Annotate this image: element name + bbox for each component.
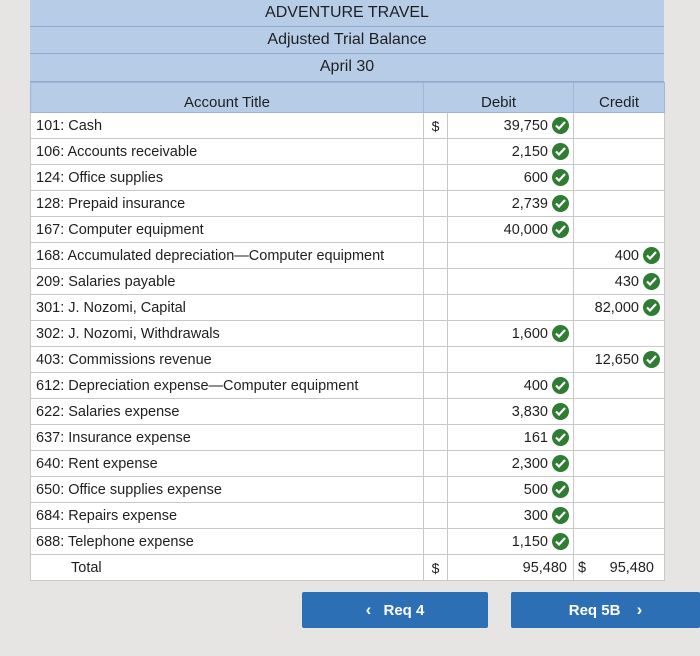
check-icon	[552, 481, 569, 498]
debit-value: 161	[523, 429, 548, 446]
column-header-row	[31, 83, 665, 113]
credit-input[interactable]	[574, 529, 665, 555]
header-date-row	[30, 54, 664, 82]
debit-input[interactable]	[448, 399, 574, 425]
debit-input[interactable]	[448, 347, 574, 373]
account-row	[31, 191, 665, 217]
check-icon	[552, 455, 569, 472]
account-title-input[interactable]: 106: Accounts receivable	[31, 139, 424, 165]
debit-value: 2,739	[511, 195, 548, 212]
debit-currency	[424, 217, 448, 243]
account-row	[31, 139, 665, 165]
prev-button-label: Req 4	[383, 602, 425, 619]
debit-input[interactable]	[448, 477, 574, 503]
account-row	[31, 243, 665, 269]
account-title-input[interactable]: 124: Office supplies	[31, 165, 424, 191]
account-row	[31, 451, 665, 477]
company-name: ADVENTURE TRAVEL	[265, 4, 429, 21]
check-icon	[552, 507, 569, 524]
debit-value: 39,750	[503, 117, 548, 134]
prev-req-4-button[interactable]	[302, 592, 488, 628]
credit-value: 82,000	[594, 299, 639, 316]
account-title-input[interactable]: 302: J. Nozomi, Withdrawals	[31, 321, 424, 347]
debit-currency	[424, 399, 448, 425]
column-header-account-title: Account Title	[31, 83, 424, 113]
account-row	[31, 295, 665, 321]
debit-value: 600	[523, 169, 548, 186]
credit-value: 430	[614, 273, 639, 290]
check-icon	[552, 403, 569, 420]
account-title-input[interactable]: 168: Accumulated depreciation—Computer equipment	[31, 243, 424, 269]
debit-currency	[424, 139, 448, 165]
account-row	[31, 269, 665, 295]
header-title-row	[30, 27, 664, 54]
check-icon	[552, 533, 569, 550]
trial-balance-table	[30, 82, 665, 581]
debit-currency	[424, 321, 448, 347]
account-row	[31, 529, 665, 555]
credit-value: 12,650	[594, 351, 639, 368]
credit-input[interactable]	[574, 113, 665, 139]
debit-value: 2,300	[511, 455, 548, 472]
debit-currency	[424, 425, 448, 451]
check-icon	[552, 325, 569, 342]
debit-value: 2,150	[511, 143, 548, 160]
check-icon	[643, 273, 660, 290]
debit-currency	[424, 503, 448, 529]
chevron-left-icon: ‹	[365, 600, 372, 619]
debit-input[interactable]	[448, 165, 574, 191]
next-req-5b-button[interactable]	[511, 592, 700, 628]
credit-input[interactable]	[574, 269, 665, 295]
account-title-input[interactable]: 688: Telephone expense	[31, 529, 424, 555]
account-title-input[interactable]: 622: Salaries expense	[31, 399, 424, 425]
check-icon	[643, 247, 660, 264]
debit-value: 40,000	[503, 221, 548, 238]
credit-input[interactable]	[574, 165, 665, 191]
debit-value: 1,600	[511, 325, 548, 342]
debit-input[interactable]	[448, 451, 574, 477]
debit-currency	[424, 243, 448, 269]
credit-input[interactable]	[574, 347, 665, 373]
debit-value: 3,830	[511, 403, 548, 420]
credit-input[interactable]	[574, 451, 665, 477]
total-credit-currency: $	[578, 559, 587, 576]
header-company-row	[30, 0, 664, 27]
credit-input[interactable]	[574, 503, 665, 529]
credit-input[interactable]	[574, 243, 665, 269]
check-icon	[552, 117, 569, 134]
debit-input[interactable]	[448, 295, 574, 321]
debit-input[interactable]	[448, 529, 574, 555]
account-title-input[interactable]: 637: Insurance expense	[31, 425, 424, 451]
account-title-input[interactable]: 684: Repairs expense	[31, 503, 424, 529]
check-icon	[643, 351, 660, 368]
check-icon	[552, 195, 569, 212]
debit-input[interactable]	[448, 503, 574, 529]
account-title-input[interactable]: 128: Prepaid insurance	[31, 191, 424, 217]
credit-value: 400	[614, 247, 639, 264]
credit-input[interactable]	[574, 295, 665, 321]
debit-value: 400	[523, 377, 548, 394]
debit-currency	[424, 373, 448, 399]
debit-currency	[424, 295, 448, 321]
account-title-input[interactable]: 167: Computer equipment	[31, 217, 424, 243]
debit-input[interactable]	[448, 425, 574, 451]
debit-input[interactable]	[448, 243, 574, 269]
account-title-input[interactable]: 403: Commissions revenue	[31, 347, 424, 373]
check-icon	[552, 377, 569, 394]
account-row	[31, 503, 665, 529]
account-title-input[interactable]: 640: Rent expense	[31, 451, 424, 477]
total-debit-input[interactable]: 95,480	[448, 555, 574, 581]
debit-input[interactable]	[448, 217, 574, 243]
account-title-input[interactable]: 301: J. Nozomi, Capital	[31, 295, 424, 321]
account-title-input[interactable]: 650: Office supplies expense	[31, 477, 424, 503]
debit-currency: $	[424, 113, 448, 139]
report-date: April 30	[319, 58, 375, 75]
total-debit-currency: $	[424, 555, 448, 581]
account-title-input[interactable]: 209: Salaries payable	[31, 269, 424, 295]
total-credit-value: 95,480	[609, 559, 654, 576]
debit-value: 500	[523, 481, 548, 498]
chevron-right-icon: ›	[636, 600, 643, 619]
credit-input[interactable]	[574, 191, 665, 217]
debit-currency	[424, 191, 448, 217]
total-row	[31, 555, 665, 581]
credit-input[interactable]	[574, 139, 665, 165]
account-row	[31, 113, 665, 139]
account-row	[31, 399, 665, 425]
debit-currency	[424, 477, 448, 503]
credit-input[interactable]	[574, 399, 665, 425]
report-title: Adjusted Trial Balance	[267, 31, 427, 48]
debit-currency	[424, 347, 448, 373]
debit-currency	[424, 451, 448, 477]
check-icon	[552, 169, 569, 186]
account-row	[31, 347, 665, 373]
account-title-input[interactable]: 101: Cash	[31, 113, 424, 139]
account-title-input[interactable]: 612: Depreciation expense—Computer equipment	[31, 373, 424, 399]
debit-input[interactable]	[448, 191, 574, 217]
debit-value: 1,150	[511, 533, 548, 550]
account-row	[31, 425, 665, 451]
account-row	[31, 321, 665, 347]
check-icon	[552, 143, 569, 160]
debit-input[interactable]	[448, 269, 574, 295]
next-button-label: Req 5B	[568, 602, 621, 619]
debit-input[interactable]	[448, 139, 574, 165]
debit-currency	[424, 529, 448, 555]
credit-input[interactable]	[574, 373, 665, 399]
credit-input[interactable]	[574, 425, 665, 451]
check-icon	[552, 221, 569, 238]
total-label: Total	[31, 555, 424, 581]
credit-input[interactable]	[574, 217, 665, 243]
account-row	[31, 217, 665, 243]
trial-balance-sheet	[30, 0, 664, 581]
credit-input[interactable]	[574, 477, 665, 503]
debit-currency	[424, 269, 448, 295]
debit-input[interactable]	[448, 113, 574, 139]
total-credit-input[interactable]	[574, 555, 665, 581]
debit-value: 300	[523, 507, 548, 524]
check-icon	[552, 429, 569, 446]
account-row	[31, 373, 665, 399]
debit-currency	[424, 165, 448, 191]
account-row	[31, 477, 665, 503]
column-header-credit: Credit	[574, 83, 665, 113]
credit-input[interactable]	[574, 321, 665, 347]
check-icon	[643, 299, 660, 316]
debit-input[interactable]	[448, 373, 574, 399]
account-row	[31, 165, 665, 191]
debit-input[interactable]	[448, 321, 574, 347]
column-header-debit: Debit	[424, 83, 574, 113]
